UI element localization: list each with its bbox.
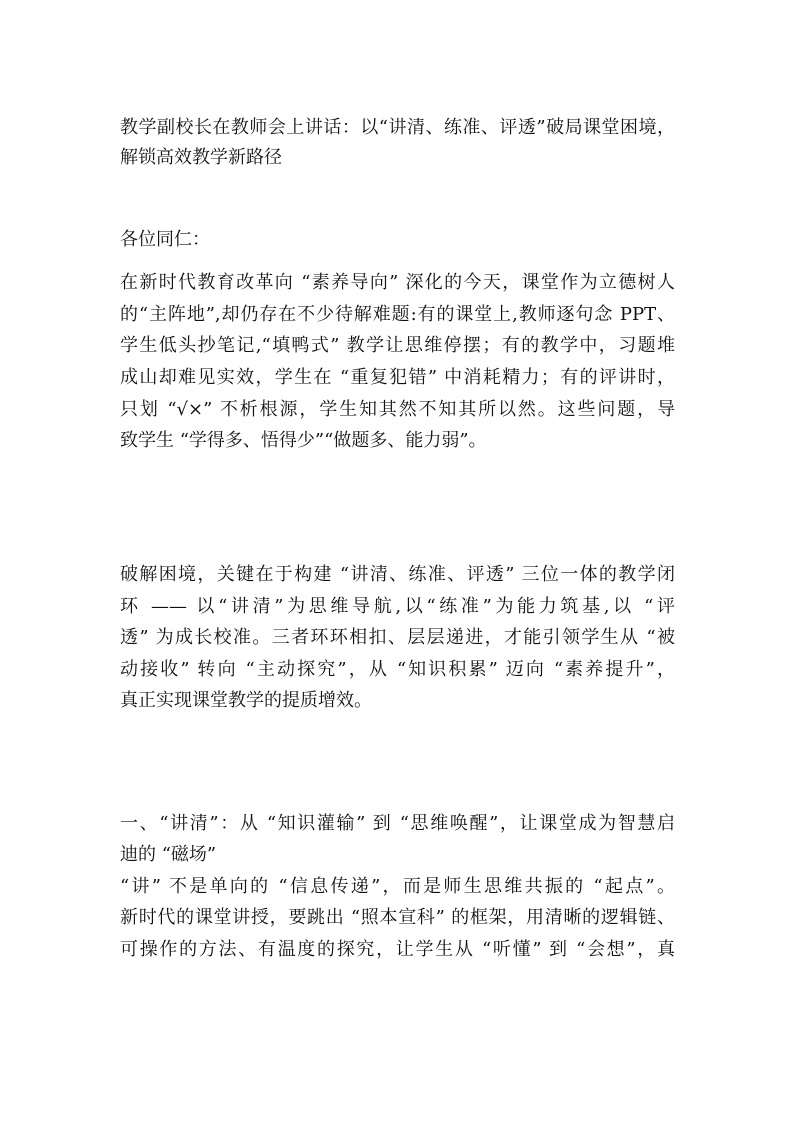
greeting: 各位同仁： bbox=[120, 229, 210, 250]
paragraph-line: 破解困境，关键在于构建 “讲清、练准、评透” 三位一体的教学闭 bbox=[120, 564, 675, 585]
section-heading-line: 一、“讲清”：从 “知识灌输” 到 “思维唤醒”，让课堂成为智慧启 bbox=[120, 813, 675, 834]
paragraph-line: 的“主阵地”,却仍存在不少待解难题:有的课堂上,教师逐句念 PPT、 bbox=[120, 304, 675, 325]
paragraph-line: 透” 为成长校准。三者环环相扣、层层递进，才能引领学生从 “被 bbox=[120, 627, 675, 648]
section-body-line: 新时代的课堂讲授，要跳出 “照本宣科” 的框架，用清晰的逻辑链、 bbox=[120, 907, 675, 928]
document-title-line-2: 解锁高效教学新路径 bbox=[120, 147, 282, 168]
paragraph-line: 致学生 “学得多、悟得少”“做题多、能力弱”。 bbox=[120, 430, 487, 451]
paragraph-line: 只划 “√×” 不析根源，学生知其然不知其所以然。这些问题，导 bbox=[120, 399, 675, 420]
section-body-line: “讲” 不是单向的 “信息传递”，而是师生思维共振的 “起点”。 bbox=[120, 876, 675, 897]
paragraph-line: 环 —— 以“讲清”为思维导航,以“练准”为能力筑基,以 “评 bbox=[120, 596, 675, 617]
section-heading-line: 迪的 “磁场” bbox=[120, 844, 217, 865]
section-body-line: 可操作的方法、有温度的探究，让学生从 “听懂” 到 “会想”，真 bbox=[120, 939, 675, 960]
paragraph-line: 在新时代教育改革向 “素养导向” 深化的今天，课堂作为立德树人 bbox=[120, 272, 675, 293]
paragraph-line: 动接收” 转向 “主动探究”，从 “知识积累” 迈向 “素养提升”， bbox=[120, 659, 675, 680]
document-title-line-1: 教学副校长在教师会上讲话：以“讲清、练准、评透”破局课堂困境， bbox=[120, 117, 675, 138]
paragraph-line: 学生低头抄笔记,“填鸭式” 教学让思维停摆；有的教学中，习题堆 bbox=[120, 335, 675, 356]
paragraph-line: 成山却难见实效，学生在 “重复犯错” 中消耗精力；有的评讲时， bbox=[120, 367, 675, 388]
paragraph-line: 真正实现课堂教学的提质增效。 bbox=[120, 690, 372, 711]
